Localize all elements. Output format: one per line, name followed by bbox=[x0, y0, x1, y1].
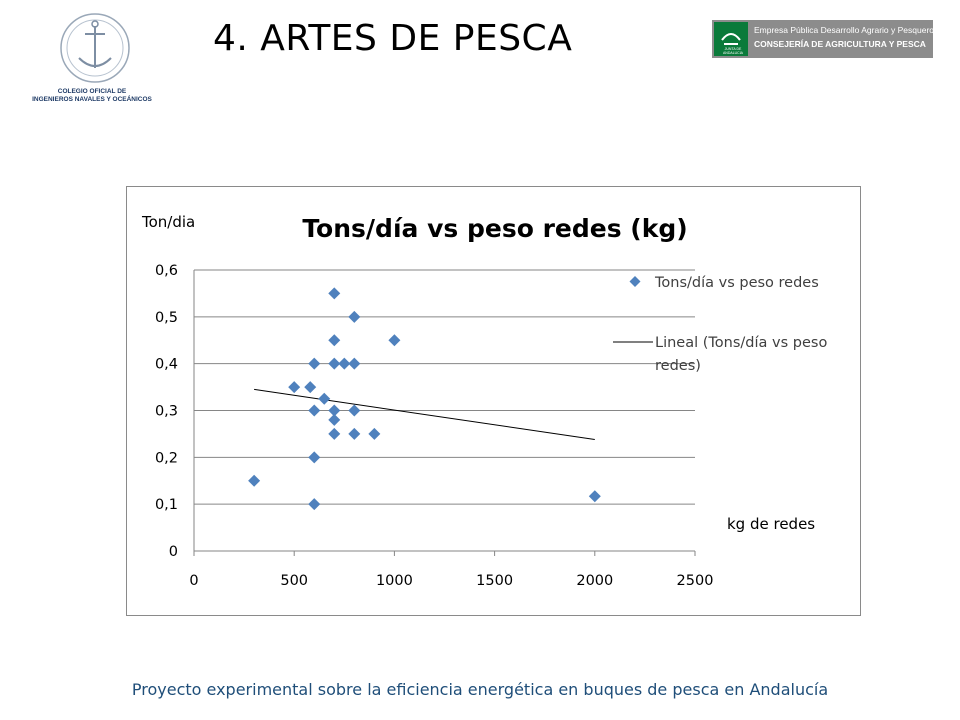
x-tick-label: 2500 bbox=[676, 573, 714, 589]
data-point bbox=[328, 414, 340, 426]
data-point bbox=[288, 381, 300, 393]
legend-label-trendline: Lineal (Tons/día vs peso redes) bbox=[655, 335, 828, 374]
x-tick-label: 1500 bbox=[476, 573, 514, 589]
logo-left-line2: INGENIEROS NAVALES Y OCEÁNICOS bbox=[32, 96, 152, 103]
x-tick-label: 500 bbox=[280, 573, 309, 589]
data-point bbox=[368, 428, 380, 440]
legend-marker-diamond bbox=[630, 276, 641, 287]
x-axis-label: kg de redes bbox=[727, 515, 816, 533]
logo-right-line1: Empresa Pública Desarrollo Agrario y Pesquero bbox=[754, 25, 935, 35]
data-point bbox=[248, 475, 260, 487]
chart-frame bbox=[126, 186, 861, 616]
data-point bbox=[328, 428, 340, 440]
x-tick-label: 1000 bbox=[375, 573, 413, 589]
junta-andalucia-emblem-icon bbox=[714, 22, 748, 56]
y-tick-label: 0,1 bbox=[154, 497, 178, 514]
data-point bbox=[328, 287, 340, 299]
emblem-caption: JUNTA DE ANDALUCIA bbox=[722, 47, 744, 55]
x-tick-label: 2000 bbox=[576, 573, 614, 589]
data-point bbox=[308, 451, 320, 463]
data-point bbox=[318, 393, 330, 405]
page-title: 4. ARTES DE PESCA bbox=[213, 18, 573, 59]
y-tick-label: 0,3 bbox=[154, 403, 178, 420]
data-point bbox=[348, 311, 360, 323]
data-point bbox=[348, 405, 360, 417]
data-point bbox=[328, 334, 340, 346]
data-point bbox=[348, 358, 360, 370]
legend-label-series: Tons/día vs peso redes bbox=[655, 275, 819, 291]
y-tick-label: 0,4 bbox=[154, 356, 178, 373]
data-point bbox=[308, 498, 320, 510]
data-point bbox=[308, 405, 320, 417]
scatter-chart bbox=[127, 187, 860, 615]
colegio-ingenieros-logo bbox=[12, 10, 172, 120]
data-point bbox=[308, 358, 320, 370]
y-tick-label: 0,6 bbox=[154, 263, 178, 279]
trendline bbox=[254, 389, 595, 439]
y-tick-label: 0,5 bbox=[154, 309, 178, 326]
data-point bbox=[589, 490, 601, 502]
chart-title: Tons/día vs peso redes (kg) bbox=[302, 214, 688, 243]
data-point bbox=[388, 334, 400, 346]
logo-right-line2: CONSEJERÍA DE AGRICULTURA Y PESCA bbox=[754, 39, 926, 49]
y-tick-label: 0 bbox=[168, 544, 178, 560]
footer-caption: Proyecto experimental sobre la eficiencia energética en buques de pesca en Andalucía bbox=[131, 680, 829, 699]
logo-left-line1: COLEGIO OFICIAL DE bbox=[57, 88, 127, 95]
legend bbox=[613, 275, 832, 374]
consejeria-logo bbox=[712, 20, 933, 58]
anchor-seal-icon bbox=[12, 10, 172, 88]
y-tick-label: 0,2 bbox=[154, 450, 178, 467]
x-tick-label: 0 bbox=[189, 573, 199, 589]
data-point bbox=[348, 428, 360, 440]
data-point bbox=[304, 381, 316, 393]
y-axis-label: Ton/dia bbox=[142, 213, 196, 231]
